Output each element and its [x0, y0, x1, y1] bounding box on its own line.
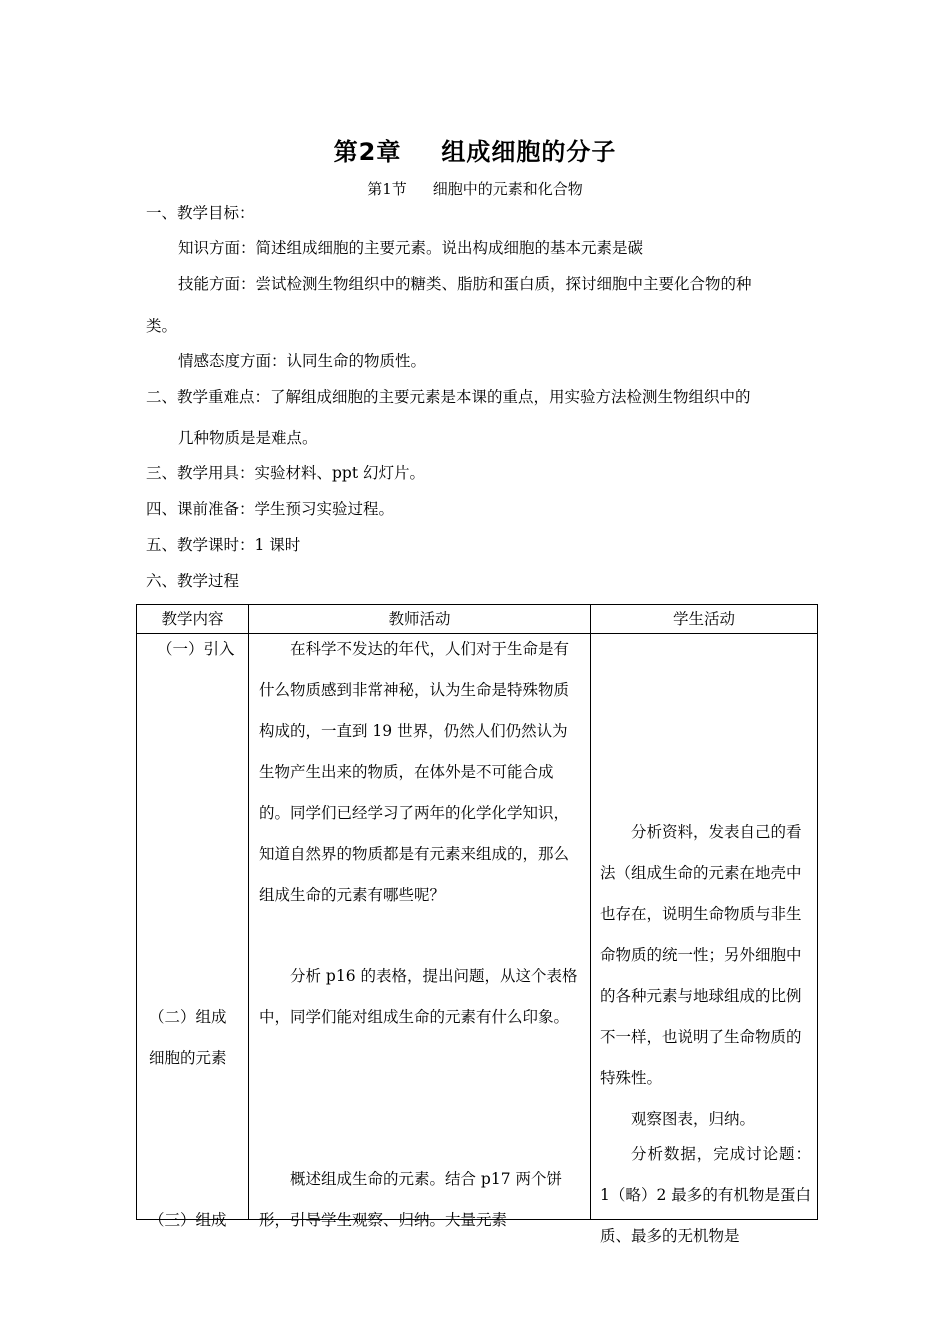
student-paragraph-observe: 观察图表，归纳。 — [631, 1110, 756, 1128]
content-item-elements-a: （二）组成 — [149, 1008, 227, 1026]
preparation: 四、课前准备：学生预习实验过程。 — [146, 500, 395, 518]
key-points-continued: 几种物质是是难点。 — [178, 429, 318, 447]
knowledge-goal: 知识方面：简述组成细胞的主要元素。说出构成细胞的基本元素是碳 — [178, 239, 644, 257]
student-paragraph-discuss: 分析数据，完成讨论题：1（略）2 最多的有机物是蛋白质、最多的无机物是 — [600, 1145, 811, 1245]
class-hours: 五、教学课时：1 课时 — [146, 536, 301, 554]
content-item-intro: （一）引入 — [157, 640, 235, 658]
section-title — [0, 178, 950, 199]
chapter-name: 组成细胞的分子 — [441, 138, 617, 166]
teacher-paragraph-table: 分析 p16 的表格，提出问题，从这个表格中，同学们能对组成生命的元素有什么印象。 — [259, 967, 578, 1026]
content-item-compounds: （三）组成 — [149, 1211, 227, 1229]
teaching-tools: 三、教学用具：实验材料、ppt 幻灯片。 — [146, 464, 426, 482]
teaching-process-heading: 六、教学过程 — [146, 572, 240, 590]
section-number: 第1节 — [367, 180, 407, 198]
teaching-goals-heading: 一、教学目标： — [146, 204, 255, 222]
skill-goal-continued: 类。 — [146, 317, 178, 335]
header-content: 教学内容 — [137, 605, 249, 634]
teaching-process-table — [136, 604, 818, 1245]
content-item-elements-b: 细胞的元素 — [149, 1049, 227, 1067]
teacher-column — [249, 634, 591, 1229]
content-column — [137, 634, 249, 1229]
teacher-paragraph-intro: 在科学不发达的年代，人们对于生命是有什么物质感到非常神秘，认为生命是特殊物质构成的，一直到 19 世界，仍然人们仍然认为生物产生出来的物质，在体外是不可能合成的。同学们已经学习了两年的化学化学知识，知道自然界的物质都是有元素来组成的，那么组成生命的元素有哪些呢？ — [259, 640, 570, 904]
student-paragraph-analysis: 分析资料，发表自己的看法（组成生命的元素在地壳中也存在，说明生命物质与非生命物质的统一性；另外细胞中的各种元素与地球组成的比例不一样，也说明了生命物质的特殊性。 — [600, 823, 802, 1087]
skill-goal: 技能方面：尝试检测生物组织中的糖类、脂肪和蛋白质，探讨细胞中主要化合物的种 — [178, 275, 752, 293]
table-body-row — [137, 634, 818, 1220]
attitude-goal: 情感态度方面：认同生命的物质性。 — [178, 352, 427, 370]
chapter-number: 第2章 — [333, 138, 402, 166]
header-teacher: 教师活动 — [249, 605, 591, 634]
section-name: 细胞中的元素和化合物 — [432, 180, 583, 198]
header-student: 学生活动 — [591, 605, 818, 634]
teacher-paragraph-summary: 概述组成生命的元素。结合 p17 两个饼形，引导学生观察、归纳。大量元素 — [259, 1170, 563, 1229]
student-column — [591, 634, 818, 1245]
chapter-title — [0, 132, 950, 167]
key-points: 二、教学重难点：了解组成细胞的主要元素是本课的重点，用实验方法检测生物组织中的 — [146, 388, 751, 406]
